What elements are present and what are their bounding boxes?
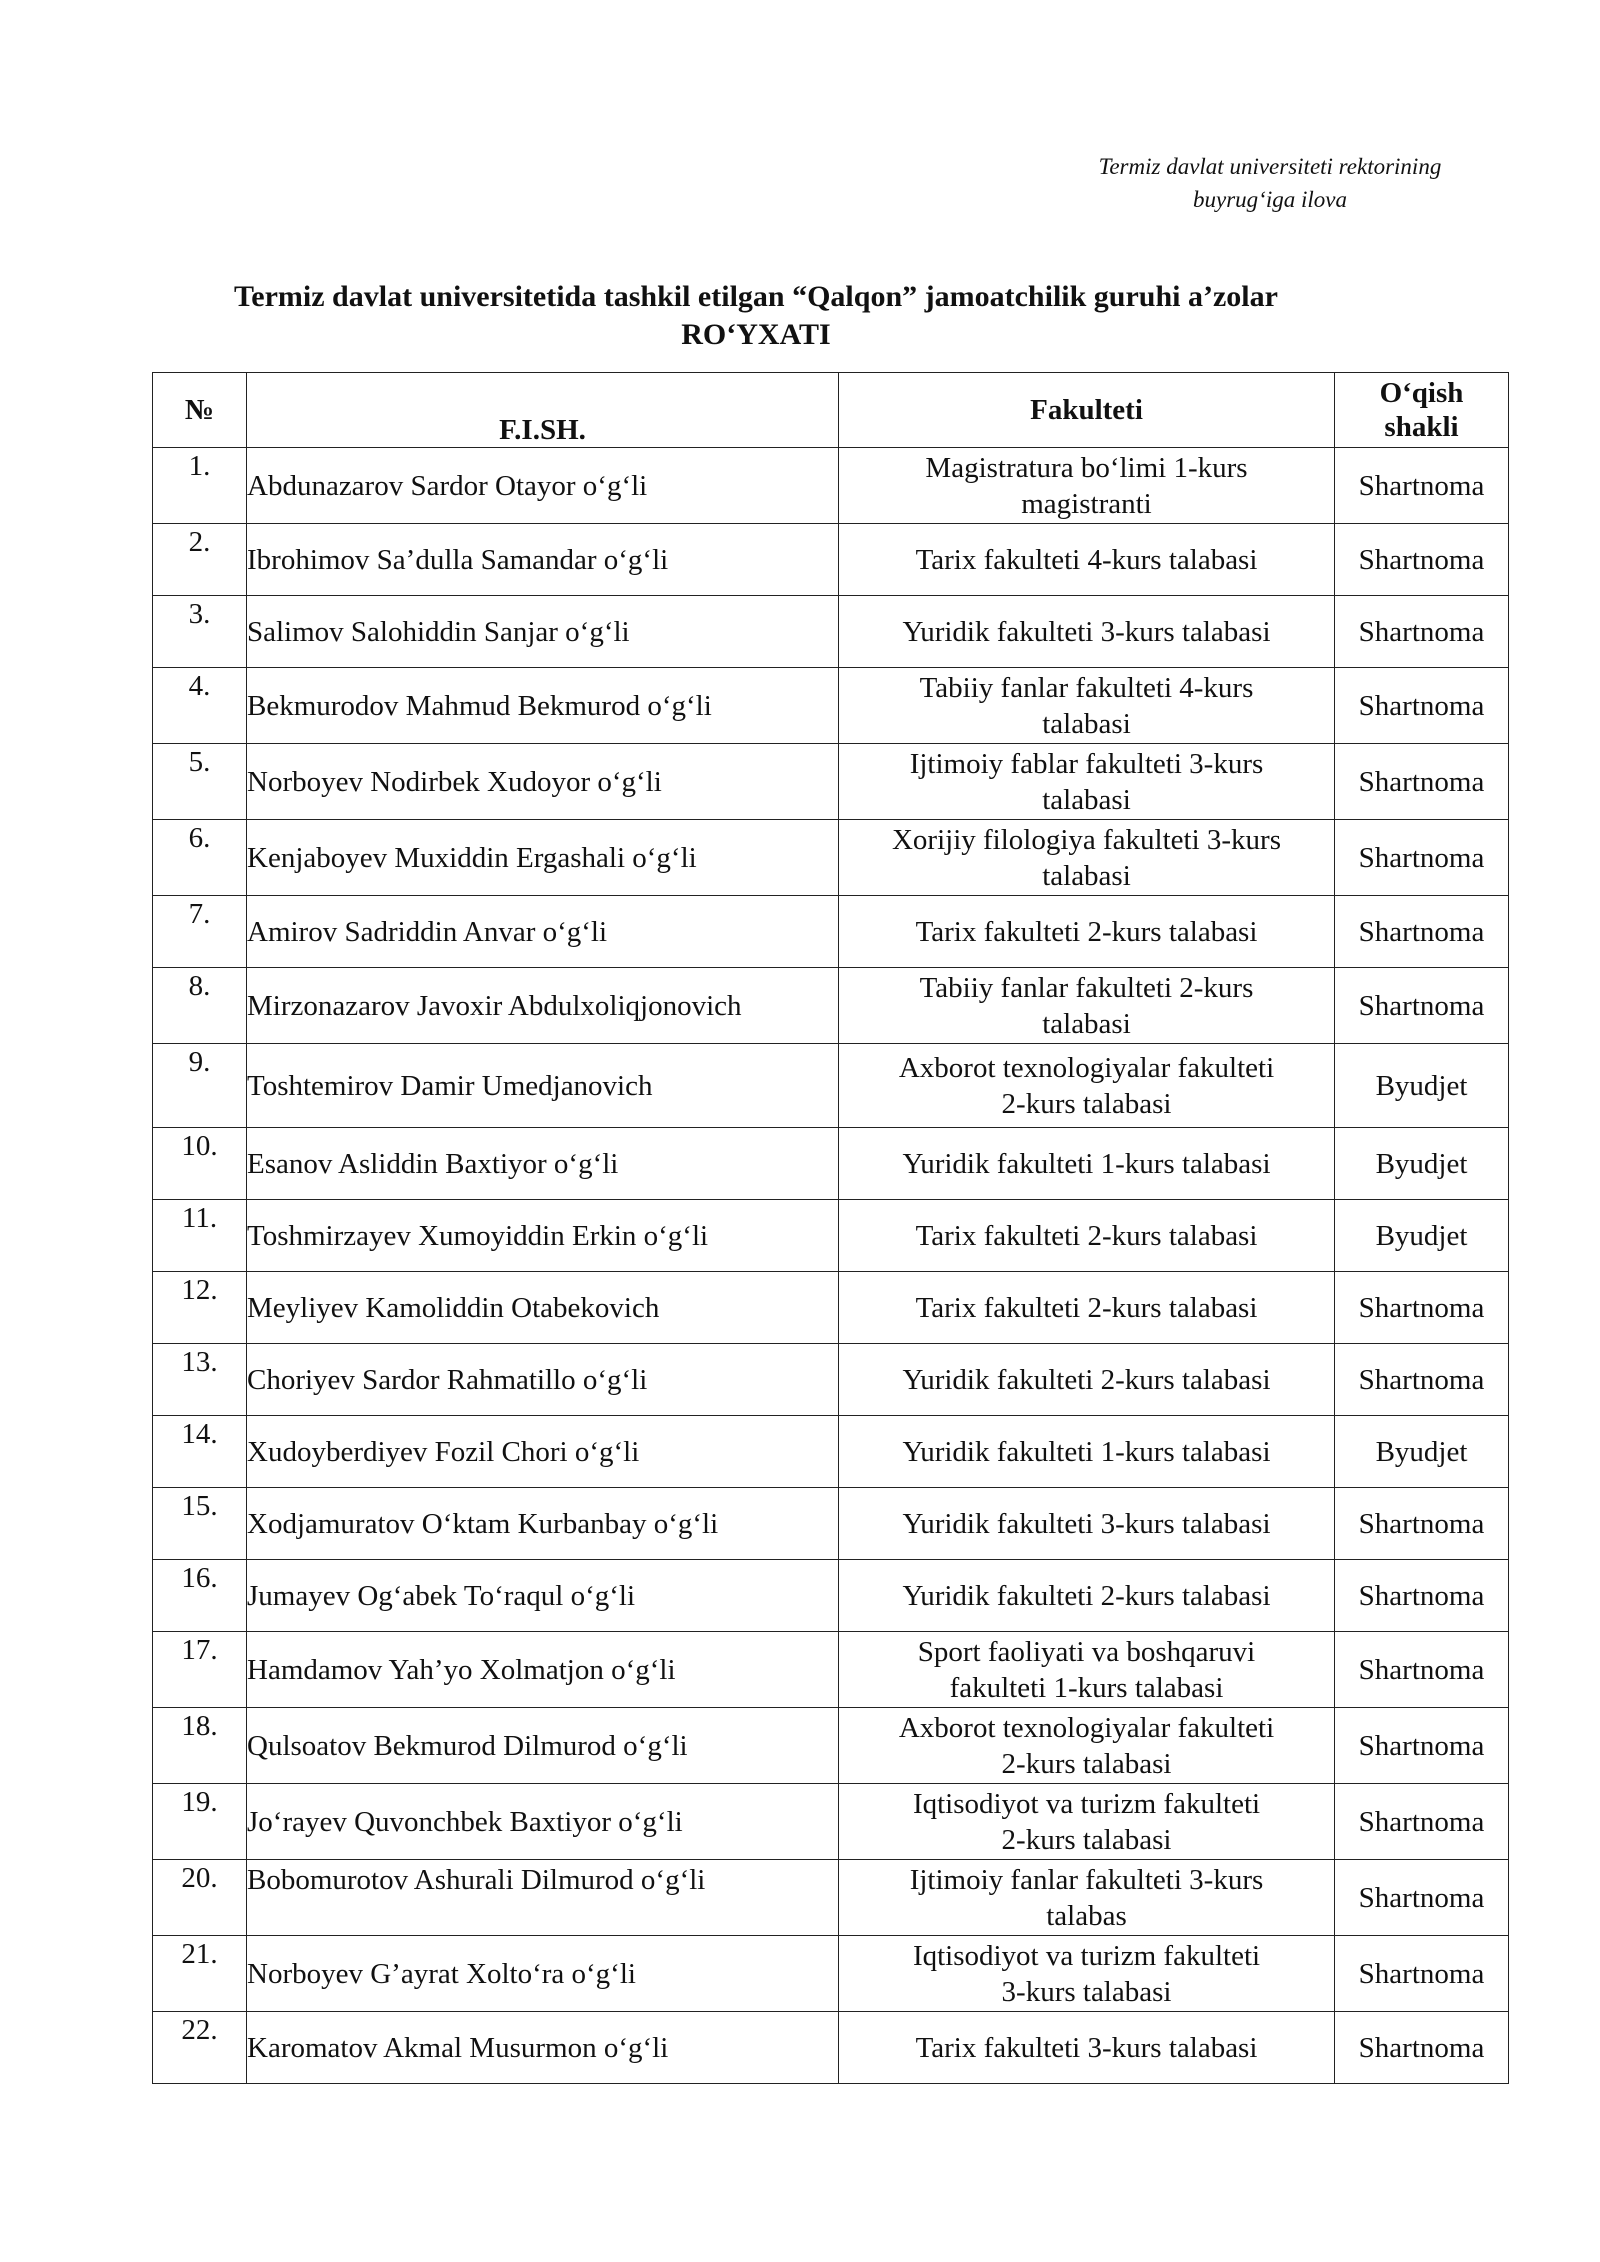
study-form: Shartnoma xyxy=(1335,820,1509,896)
study-form: Shartnoma xyxy=(1335,1936,1509,2012)
faculty-line-1: Axborot texnologiyalar fakulteti xyxy=(898,1051,1275,1084)
faculty-line-1: Tarix fakulteti 2-kurs talabasi xyxy=(915,1291,1258,1324)
faculty-line-1: Tarix fakulteti 4-kurs talabasi xyxy=(915,543,1258,576)
table-row xyxy=(153,1860,1509,1936)
row-number: 21. xyxy=(153,1936,247,2012)
faculty-line-2: talabasi xyxy=(1042,707,1131,740)
member-faculty xyxy=(839,596,1335,668)
table-row xyxy=(153,1632,1509,1708)
table-row xyxy=(153,744,1509,820)
row-number: 20. xyxy=(153,1860,247,1936)
member-faculty xyxy=(839,1344,1335,1416)
row-number: 18. xyxy=(153,1708,247,1784)
table-row xyxy=(153,968,1509,1044)
table-row xyxy=(153,1344,1509,1416)
member-faculty xyxy=(839,1044,1335,1128)
table-row xyxy=(153,524,1509,596)
table-row xyxy=(153,1936,1509,2012)
faculty-line-1: Yuridik fakulteti 3-kurs talabasi xyxy=(902,1507,1271,1540)
table-row xyxy=(153,820,1509,896)
study-form: Shartnoma xyxy=(1335,1344,1509,1416)
faculty-line-1: Sport faoliyati va boshqaruvi xyxy=(917,1635,1256,1668)
table-row xyxy=(153,1784,1509,1860)
row-number: 15. xyxy=(153,1488,247,1560)
study-form: Shartnoma xyxy=(1335,596,1509,668)
member-faculty xyxy=(839,1708,1335,1784)
member-name: Xudoyberdiyev Fozil Chori o‘g‘li xyxy=(247,1416,839,1488)
member-faculty xyxy=(839,744,1335,820)
members-table xyxy=(152,372,1509,2084)
faculty-line-1: Tabiiy fanlar fakulteti 4-kurs xyxy=(919,671,1254,704)
row-number: 1. xyxy=(153,448,247,524)
study-form: Shartnoma xyxy=(1335,524,1509,596)
member-faculty xyxy=(839,820,1335,896)
study-form: Byudjet xyxy=(1335,1128,1509,1200)
member-name: Toshmirzayev Xumoyiddin Erkin o‘g‘li xyxy=(247,1200,839,1272)
member-faculty xyxy=(839,1560,1335,1632)
document-heading xyxy=(152,278,1360,354)
member-faculty xyxy=(839,668,1335,744)
row-number: 6. xyxy=(153,820,247,896)
row-number: 7. xyxy=(153,896,247,968)
faculty-line-1: Ijtimoiy fablar fakulteti 3-kurs xyxy=(909,747,1264,780)
row-number: 14. xyxy=(153,1416,247,1488)
faculty-line-1: Yuridik fakulteti 3-kurs talabasi xyxy=(902,615,1271,648)
member-name: Toshtemirov Damir Umedjanovich xyxy=(247,1044,839,1128)
header-faculty: Fakulteti xyxy=(839,373,1335,448)
study-form: Shartnoma xyxy=(1335,1708,1509,1784)
faculty-line-2: 2-kurs talabasi xyxy=(1001,1747,1172,1780)
study-form: Shartnoma xyxy=(1335,1632,1509,1708)
table-row xyxy=(153,1488,1509,1560)
member-faculty xyxy=(839,1416,1335,1488)
row-number: 8. xyxy=(153,968,247,1044)
member-name: Salimov Salohiddin Sanjar o‘g‘li xyxy=(247,596,839,668)
row-number: 13. xyxy=(153,1344,247,1416)
member-faculty xyxy=(839,1860,1335,1936)
study-form: Byudjet xyxy=(1335,1416,1509,1488)
study-form: Shartnoma xyxy=(1335,968,1509,1044)
study-form: Shartnoma xyxy=(1335,2012,1509,2084)
faculty-line-2: talabasi xyxy=(1042,1007,1131,1040)
member-name: Bekmurodov Mahmud Bekmurod o‘g‘li xyxy=(247,668,839,744)
faculty-line-1: Tarix fakulteti 3-kurs talabasi xyxy=(915,2031,1258,2064)
member-name: Ibrohimov Sa’dulla Samandar o‘g‘li xyxy=(247,524,839,596)
annex-line-2: buyrug‘iga ilova xyxy=(1193,187,1347,212)
table-row xyxy=(153,596,1509,668)
study-form: Shartnoma xyxy=(1335,1560,1509,1632)
faculty-line-1: Iqtisodiyot va turizm fakulteti xyxy=(912,1787,1261,1820)
faculty-line-1: Tarix fakulteti 2-kurs talabasi xyxy=(915,915,1258,948)
heading-line-2: RO‘YXATI xyxy=(681,318,831,351)
faculty-line-1: Yuridik fakulteti 2-kurs talabasi xyxy=(902,1579,1271,1612)
member-name: Qulsoatov Bekmurod Dilmurod o‘g‘li xyxy=(247,1708,839,1784)
row-number: 19. xyxy=(153,1784,247,1860)
study-form: Shartnoma xyxy=(1335,1784,1509,1860)
table-row xyxy=(153,668,1509,744)
table-row xyxy=(153,1128,1509,1200)
faculty-line-2: talabasi xyxy=(1042,859,1131,892)
member-faculty xyxy=(839,448,1335,524)
row-number: 22. xyxy=(153,2012,247,2084)
member-name: Xodjamuratov O‘ktam Kurbanbay o‘g‘li xyxy=(247,1488,839,1560)
table-header-row xyxy=(153,373,1509,448)
member-faculty xyxy=(839,1200,1335,1272)
faculty-line-1: Tabiiy fanlar fakulteti 2-kurs xyxy=(919,971,1254,1004)
faculty-line-1: Magistratura bo‘limi 1-kurs xyxy=(925,451,1248,484)
row-number: 16. xyxy=(153,1560,247,1632)
study-form: Shartnoma xyxy=(1335,668,1509,744)
row-number: 12. xyxy=(153,1272,247,1344)
row-number: 11. xyxy=(153,1200,247,1272)
member-faculty xyxy=(839,1936,1335,2012)
faculty-line-2: fakulteti 1-kurs talabasi xyxy=(949,1671,1224,1704)
table-row xyxy=(153,1272,1509,1344)
member-faculty xyxy=(839,968,1335,1044)
member-name: Norboyev G’ayrat Xolto‘ra o‘g‘li xyxy=(247,1936,839,2012)
member-name: Norboyev Nodirbek Xudoyor o‘g‘li xyxy=(247,744,839,820)
study-form: Byudjet xyxy=(1335,1200,1509,1272)
row-number: 9. xyxy=(153,1044,247,1128)
member-faculty xyxy=(839,1488,1335,1560)
faculty-line-1: Ijtimoiy fanlar fakulteti 3-kurs xyxy=(909,1863,1264,1896)
table-row xyxy=(153,1044,1509,1128)
table-row xyxy=(153,2012,1509,2084)
header-study-form-line-2: shakli xyxy=(1384,411,1459,443)
header-number: № xyxy=(153,373,247,448)
row-number: 10. xyxy=(153,1128,247,1200)
header-study-form-line-1: O‘qish xyxy=(1379,377,1464,409)
study-form: Shartnoma xyxy=(1335,1272,1509,1344)
faculty-line-2: magistranti xyxy=(1021,487,1152,520)
table-row xyxy=(153,1200,1509,1272)
member-name: Jo‘rayev Quvonchbek Baxtiyor o‘g‘li xyxy=(247,1784,839,1860)
member-faculty xyxy=(839,1128,1335,1200)
row-number: 3. xyxy=(153,596,247,668)
annex-line-1: Termiz davlat universiteti rektorining xyxy=(1098,154,1442,179)
faculty-line-2: talabasi xyxy=(1042,783,1131,816)
member-name: Meyliyev Kamoliddin Otabekovich xyxy=(247,1272,839,1344)
member-name: Mirzonazarov Javoxir Abdulxoliqjonovich xyxy=(247,968,839,1044)
header-full-name: F.I.SH. xyxy=(247,373,839,448)
row-number: 4. xyxy=(153,668,247,744)
member-name: Abdunazarov Sardor Otayor o‘g‘li xyxy=(247,448,839,524)
heading-line-1: Termiz davlat universitetida tashkil etilgan “Qalqon” jamoatchilik guruhi a’zolar xyxy=(234,280,1278,313)
faculty-line-1: Axborot texnologiyalar fakulteti xyxy=(898,1711,1275,1744)
study-form: Shartnoma xyxy=(1335,896,1509,968)
faculty-line-2: 2-kurs talabasi xyxy=(1001,1087,1172,1120)
member-name: Karomatov Akmal Musurmon o‘g‘li xyxy=(247,2012,839,2084)
table-row xyxy=(153,1708,1509,1784)
faculty-line-1: Yuridik fakulteti 1-kurs talabasi xyxy=(902,1435,1271,1468)
row-number: 5. xyxy=(153,744,247,820)
row-number: 17. xyxy=(153,1632,247,1708)
member-faculty xyxy=(839,1784,1335,1860)
study-form: Shartnoma xyxy=(1335,1860,1509,1936)
member-faculty xyxy=(839,1272,1335,1344)
faculty-line-2: 2-kurs talabasi xyxy=(1001,1823,1172,1856)
table-row xyxy=(153,448,1509,524)
member-faculty xyxy=(839,1632,1335,1708)
faculty-line-1: Tarix fakulteti 2-kurs talabasi xyxy=(915,1219,1258,1252)
member-name: Bobomurotov Ashurali Dilmurod o‘g‘li xyxy=(247,1860,839,1936)
member-name: Jumayev Og‘abek To‘raqul o‘g‘li xyxy=(247,1560,839,1632)
table-row xyxy=(153,1560,1509,1632)
row-number: 2. xyxy=(153,524,247,596)
faculty-line-1: Xorijiy filologiya fakulteti 3-kurs xyxy=(891,823,1281,856)
member-name: Amirov Sadriddin Anvar o‘g‘li xyxy=(247,896,839,968)
faculty-line-1: Yuridik fakulteti 2-kurs talabasi xyxy=(902,1363,1271,1396)
table-row xyxy=(153,896,1509,968)
study-form: Shartnoma xyxy=(1335,744,1509,820)
faculty-line-1: Iqtisodiyot va turizm fakulteti xyxy=(912,1939,1261,1972)
member-name: Choriyev Sardor Rahmatillo o‘g‘li xyxy=(247,1344,839,1416)
member-name: Kenjaboyev Muxiddin Ergashali o‘g‘li xyxy=(247,820,839,896)
annex-note xyxy=(1020,150,1520,216)
member-faculty xyxy=(839,524,1335,596)
faculty-line-2: talabas xyxy=(1046,1899,1127,1932)
member-name: Hamdamov Yah’yo Xolmatjon o‘g‘li xyxy=(247,1632,839,1708)
study-form: Byudjet xyxy=(1335,1044,1509,1128)
study-form: Shartnoma xyxy=(1335,1488,1509,1560)
member-faculty xyxy=(839,2012,1335,2084)
faculty-line-1: Yuridik fakulteti 1-kurs talabasi xyxy=(902,1147,1271,1180)
member-name: Esanov Asliddin Baxtiyor o‘g‘li xyxy=(247,1128,839,1200)
faculty-line-2: 3-kurs talabasi xyxy=(1001,1975,1172,2008)
study-form: Shartnoma xyxy=(1335,448,1509,524)
header-study-form xyxy=(1335,373,1509,448)
table-row xyxy=(153,1416,1509,1488)
member-faculty xyxy=(839,896,1335,968)
